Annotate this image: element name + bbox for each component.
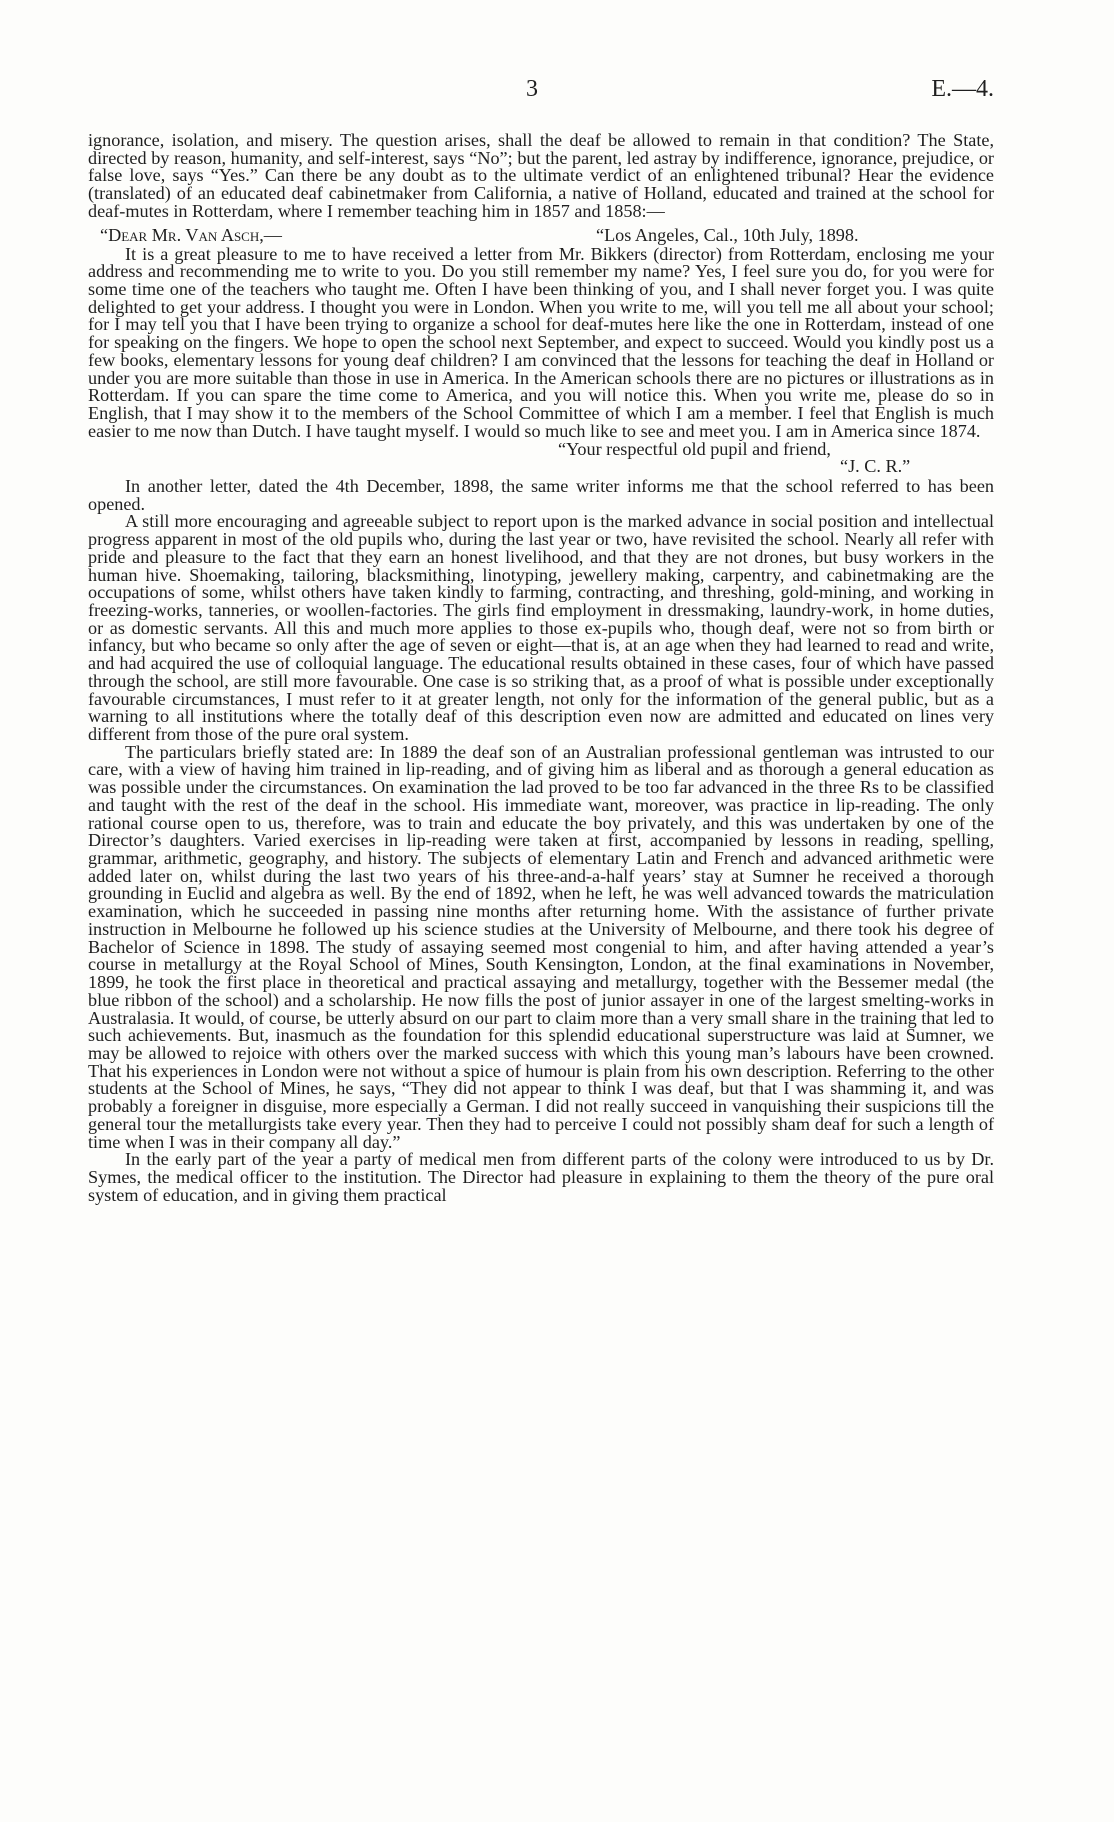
paragraph-another-letter: In another letter, dated the 4th December, 1898, the same writer informs me that the school referred to has been opened. [88, 475, 994, 514]
document-reference: E.—4. [931, 76, 994, 102]
letter-heading [88, 224, 994, 245]
page-number: 3 [526, 76, 538, 102]
letter-body: It is a great pleasure to me to have received a letter from Mr. Bikkers (director) from Rotterdam, enclosing me your address and recommending me to write to you. Do you still remember my name? Yes, I feel sure you do, for you were for some time one of the teachers who taught me. Often I have been thinking of you, and I shall never forget you. I was quite delighted to get your address. I thought you were in London. When you write to me, will you tell me all about your school; for I may tell you that I have been trying to organize a school for deaf-mutes here like the one in Rotterdam, instead of one for speaking on the fingers. We hope to open the school next September, and expect to succeed. Would you kindly post us a few books, elementary lessons for young deaf children? I am convinced that the lessons for teaching the deaf in Holland or under you are more suitable than those in use in America. In the American schools there are no pictures or illustrations as in Rotterdam. If you can spare the time come to America, and you will notice this. When you write me, please do so in English, that I may show it to the members of the School Committee of which I am a member. I feel that English is much easier to me now than Dutch. I have taught myself. I would so much like to see and meet you. I am in America since 1874. [88, 243, 994, 441]
letter-signature: “J. C. R.” [840, 456, 911, 477]
document-body [88, 132, 994, 1204]
paragraph-intro: ignorance, isolation, and misery. The question arises, shall the deaf be allowed to remain in that condition? The State, directed by reason, humanity, and self-interest, says “No”; but the parent, led astray by indifference, ignorance, prejudice, or false love, says “Yes.” Can there be any doubt as to the ultimate verdict of an enlightened tribunal? Hear the evidence (translated) of an educated deaf cabinetmaker from California, a native of Holland, educated and trained at the school for deaf-mutes in Rotterdam, where I remember teaching him in 1857 and 1858:— [88, 130, 994, 221]
paragraph-medical-visit: In the early part of the year a party of medical men from different parts of the colony were introduced to us by Dr. Symes, the medical officer to the institution. The Director had pleasure in explaining to them the theory of the pure oral system of education, and in giving them practical [88, 1149, 994, 1205]
page-header [88, 76, 994, 108]
paragraph-old-pupils: A still more encouraging and agreeable subject to report upon is the marked advance in social position and intellectual progress apparent in most of the old pupils who, during the last year or two, have revisited the school. Nearly all refer with pride and pleasure to the fact that they earn an honest livelihood, and that they are not drones, but busy workers in the human hive. Shoemaking, tailoring, blacksmithing, linotyping, jewellery making, carpentry, and cabinetmaking are the occupations of some, whilst others have taken kindly to farming, contracting, and threshing, gold-mining, and working in freezing-works, tanneries, or woollen-factories. The girls find employment in dressmaking, laundry-work, in home duties, or as domestic servants. All this and much more applies to those ex-pupils who, though deaf, were not so from birth or infancy, but who became so only after the age of seven or eight—that is, at an age when they had learned to read and write, and had acquired the use of colloquial language. The educational results obtained in these cases, four of which have passed through the school, are still more favourable. One case is so striking that, as a proof of what is possible under exceptionally favourable circumstances, I must refer to it at greater length, not only for the information of the general public, but as a warning to all institutions where the totally deaf of this description even now are admitted and educated on lines very different from those of the pure oral system. [88, 511, 994, 744]
letter-salutation: “Dear Mr. Van Asch,— [100, 224, 282, 245]
letter-place-date: “Los Angeles, Cal., 10th July, 1898. [596, 224, 859, 245]
paragraph-particulars: The particulars briefly stated are: In 1889 the deaf son of an Australian professional gentleman was intrusted to our care, with a view of having him trained in lip-reading, and of giving him as liberal and as thorough a general education as was possible under the circumstances. On examination the lad proved to be too far advanced in the three Rs to be classified and taught with the rest of the deaf in the school. His immediate want, moreover, was practice in lip-reading. The only rational course open to us, therefore, was to train and educate the boy privately, and this was undertaken by one of the Director’s daughters. Varied exercises in lip-reading were taken at first, accompanied by lessons in reading, spelling, grammar, arithmetic, geography, and history. The subjects of elementary Latin and French and advanced arithmetic were added later on, whilst during the last two years of his three-and-a-half years’ stay at Sumner he received a thorough grounding in Euclid and algebra as well. By the end of 1892, when he left, he was well advanced towards the matriculation examination, which he succeeded in passing nine months after returning home. With the assistance of further private instruction in Melbourne he followed up his science studies at the University of Melbourne, and there took his degree of Bachelor of Science in 1898. The study of assaying seemed most congenial to him, and after having attended a year’s course in metallurgy at the Royal School of Mines, South Kensington, London, at the final examinations in November, 1899, he took the first place in theoretical and practical assaying and metallurgy, together with the Bessemer medal (the blue ribbon of the school) and a scholarship. He now fills the post of junior assayer in one of the largest smelting-works in Australasia. It would, of course, be utterly absurd on our part to claim more than a very small share in the training that led to such achievements. But, inasmuch as the foundation for this splendid educational superstructure was laid at Sumner, we may be allowed to rejoice with others over the marked success with which this young man’s labours have been crowned. That his experiences in London were not without a spice of humour is plain from his own description. Referring to the other students at the School of Mines, he says, “They did not appear to think I was deaf, but that I was shamming it, and was probably a foreigner in disguise, more especially a German. I did not really succeed in vanquishing their suspicions till the general tour the metallurgists take every year. Then they had to perceive I could not possibly sham deaf for such a length of time when I was in their company all day.” [88, 741, 994, 1152]
letter-closing: “Your respectful old pupil and friend, [558, 438, 831, 459]
